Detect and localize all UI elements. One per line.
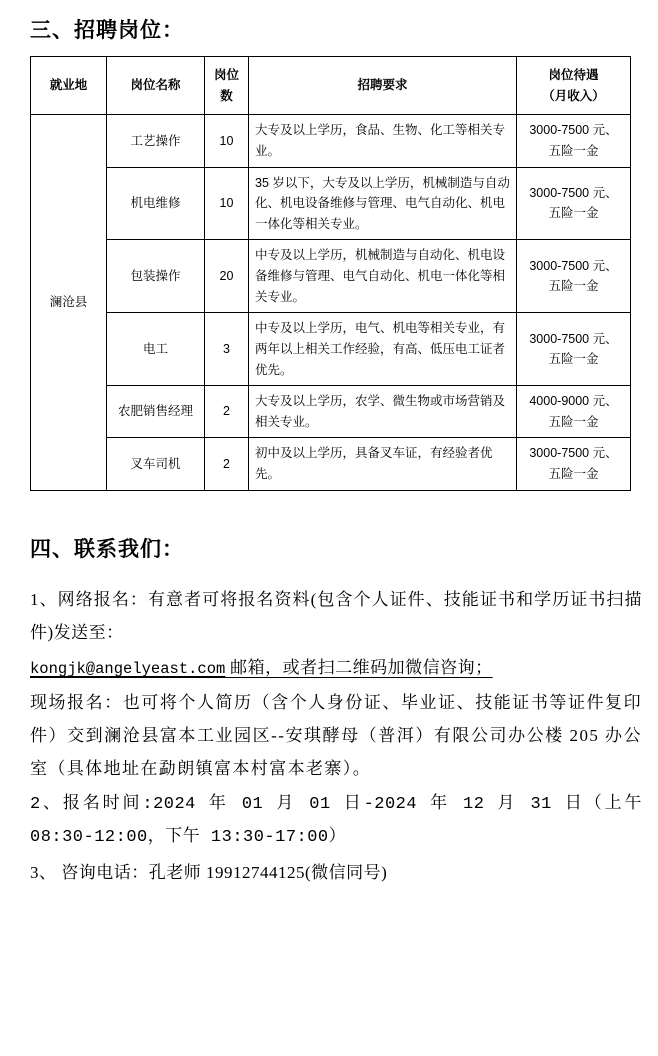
cell-pay-line2: 五险一金 <box>548 352 599 367</box>
cell-pay <box>517 386 631 438</box>
column-header-pay <box>517 57 631 115</box>
contact-item-onsite-registration: 现场报名：也可将个人简历（含个人身份证、毕业证、技能证书等证件复印件）交到澜沧县富本工业园区--安琪酵母（普洱）有限公司办公楼 205 办公室（具体地址在勐朗镇富本村富本老寨）。 <box>30 693 642 779</box>
cell-pay-line2: 五险一金 <box>548 143 599 158</box>
cell-job-count: 10 <box>205 115 249 167</box>
table-row <box>31 313 631 386</box>
cell-pay-line2: 五险一金 <box>548 467 599 481</box>
cell-pay <box>517 167 631 240</box>
cell-job-count: 3 <box>205 313 249 386</box>
cell-pay-line1: 3000-7500 元、 <box>529 123 618 138</box>
column-header-count <box>205 57 249 115</box>
table-row <box>31 438 631 490</box>
column-header-pay-line1: 岗位待遇 <box>548 68 599 82</box>
cell-pay <box>517 240 631 313</box>
cell-job-name: 包装操作 <box>107 240 205 313</box>
cell-requirement: 大专及以上学历，农学、微生物或市场营销及相关专业。 <box>249 386 517 438</box>
cell-pay-line1: 3000-7500 元、 <box>529 185 618 200</box>
contact-item-online-registration-part1: 1、网络报名：有意者可将报名资料(包含个人证件、技能证书和学历证书扫描件)发送至： <box>30 589 642 642</box>
cell-place: 澜沧县 <box>31 115 107 490</box>
column-header-name: 岗位名称 <box>107 57 205 115</box>
cell-job-name: 农肥销售经理 <box>107 386 205 438</box>
contact-email[interactable]: kongjk@angelyeast.com <box>30 659 226 678</box>
cell-requirement: 大专及以上学历，食品、生物、化工等相关专业。 <box>249 115 517 167</box>
cell-job-count: 10 <box>205 167 249 240</box>
column-header-count-line1: 岗位 <box>213 68 239 82</box>
contact-item-registration-time: 2、报名时间:2024 年 01 月 01 日-2024 年 12 月 31 日（上午 08:30-12:00，下午 13:30-17:00） <box>30 794 642 847</box>
cell-requirement: 中专及以上学历，电气、机电等相关专业，有两年以上相关工作经验，有高、低压电工证者优先。 <box>249 313 517 386</box>
contact-email-suffix: 邮箱，或者扫二维码加微信咨询； <box>225 657 493 677</box>
table-header-row <box>31 57 631 115</box>
cell-pay <box>517 313 631 386</box>
column-header-requirement: 招聘要求 <box>249 57 517 115</box>
cell-pay-line2: 五险一金 <box>548 206 599 221</box>
table-row <box>31 240 631 313</box>
cell-pay <box>517 115 631 167</box>
cell-job-name: 电工 <box>107 313 205 386</box>
contact-item-phone: 3、 咨询电话：孔老师 19912744125(微信同号) <box>30 862 388 882</box>
cell-job-name: 机电维修 <box>107 167 205 240</box>
cell-job-name: 叉车司机 <box>107 438 205 490</box>
contact-section-heading: 四、联系我们： <box>30 537 184 561</box>
cell-pay-line1: 3000-7500 元、 <box>529 258 618 273</box>
jobs-section-heading: 三、招聘岗位： <box>30 19 184 42</box>
recruitment-table <box>30 56 631 491</box>
column-header-place: 就业地 <box>31 57 107 115</box>
cell-job-count: 2 <box>205 438 249 490</box>
cell-job-count: 2 <box>205 386 249 438</box>
table-row <box>31 167 631 240</box>
column-header-pay-line2: （月收入） <box>542 88 605 103</box>
cell-requirement: 中专及以上学历，机械制造与自动化、机电设备维修与管理、电气自动化、机电一体化等相关专业。 <box>249 240 517 313</box>
cell-pay-line1: 3000-7500 元、 <box>529 446 618 461</box>
cell-requirement: 初中及以上学历，具备叉车证，有经验者优先。 <box>249 438 517 490</box>
cell-pay-line2: 五险一金 <box>548 414 599 429</box>
cell-pay-line1: 4000-9000 元、 <box>529 394 618 409</box>
cell-job-count: 20 <box>205 240 249 313</box>
cell-pay-line2: 五险一金 <box>548 279 599 294</box>
cell-job-name: 工艺操作 <box>107 115 205 167</box>
column-header-count-line2: 数 <box>220 88 233 103</box>
table-row <box>31 386 631 438</box>
table-row <box>31 115 631 167</box>
contact-item-email-line <box>30 651 642 684</box>
cell-pay <box>517 438 631 490</box>
cell-requirement: 35 岁以下，大专及以上学历，机械制造与自动化、机电设备维修与管理、电气自动化、机电一体化等相关专业。 <box>249 167 517 240</box>
contact-content <box>30 583 642 889</box>
cell-pay-line1: 3000-7500 元、 <box>529 331 618 346</box>
